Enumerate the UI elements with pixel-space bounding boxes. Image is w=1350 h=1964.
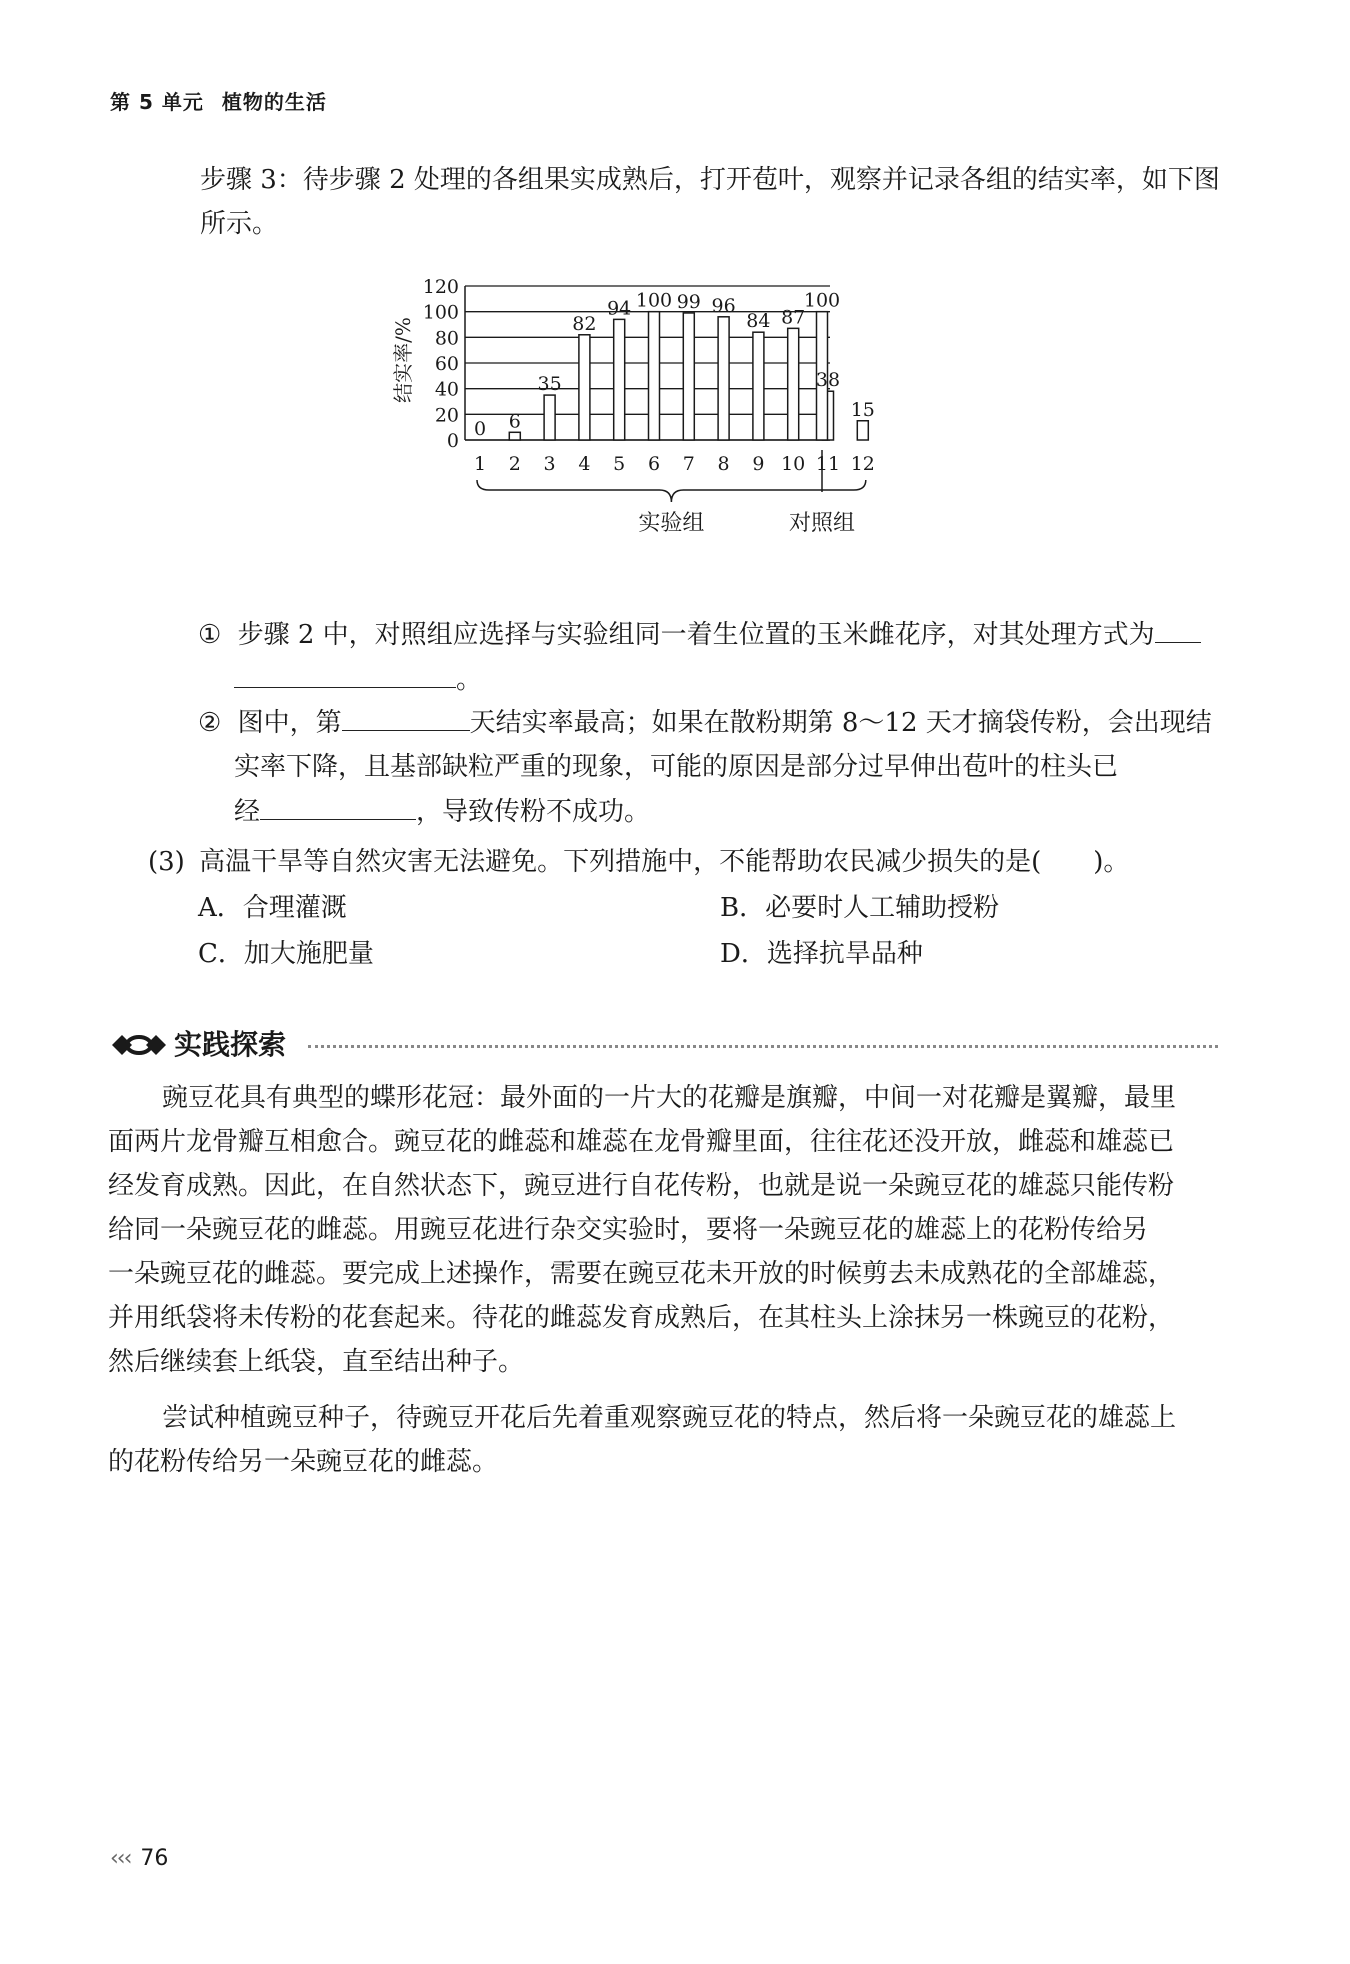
practice-line: 豌豆花具有典型的蝶形花冠：最外面的一片大的花瓣是旗瓣，中间一对花瓣是翼瓣，最里 [162, 1083, 1177, 1113]
q2-text-d: 经 [234, 797, 261, 827]
value-label: 35 [537, 373, 562, 396]
x-tick-label: 10 [781, 453, 806, 475]
chevron-left-icon: ‹‹‹ [110, 1846, 131, 1871]
fruiting-rate-chart [380, 270, 1040, 600]
bar [683, 313, 694, 440]
y-tick-label: 120 [422, 276, 459, 298]
page-footer [110, 1846, 168, 1871]
y-tick-label: 20 [434, 404, 459, 427]
value-label: 96 [711, 294, 736, 317]
y-tick-label: 100 [422, 301, 459, 324]
bar [753, 332, 764, 440]
x-tick-label: 2 [508, 453, 521, 475]
option-a-text: 合理灌溉 [242, 893, 347, 923]
option-a-key: A． [198, 893, 243, 923]
option-c[interactable] [198, 932, 374, 976]
q1-answer-blank-1[interactable] [1155, 612, 1201, 643]
bar [579, 335, 590, 440]
q1-text: 步骤 2 中，对照组应选择与实验组同一着生位置的玉米雌花序，对其处理方式为 [237, 620, 1155, 650]
value-label: 99 [676, 290, 701, 313]
bar [788, 328, 799, 440]
step3-text [200, 158, 1230, 246]
question-3 [148, 840, 1228, 884]
q2-number: ② [198, 708, 222, 738]
option-b-key: B． [720, 893, 766, 923]
value-label: 84 [746, 310, 771, 333]
experimental-group-label: 实验组 [638, 511, 705, 536]
value-label: 6 [508, 410, 521, 433]
q1-end: 。 [456, 665, 483, 695]
q2-text-e: ，导致传粉不成功。 [416, 797, 651, 827]
question-1 [198, 612, 1228, 702]
step3-line1: 步骤 3：待步骤 2 处理的各组果实成熟后，打开苞叶，观察并记录各组的结实率，如下图 [200, 165, 1220, 195]
x-tick-label: 1 [473, 453, 487, 475]
x-tick-label: 11 [815, 453, 841, 475]
task-line: 的花粉传给另一朵豌豆花的雌蕊。 [108, 1447, 499, 1477]
bar [509, 432, 520, 440]
section-header [108, 1027, 1218, 1063]
y-tick-label: 80 [434, 327, 459, 350]
q3-text: 高温干旱等自然灾害无法避免。下列措施中，不能帮助农民减少损失的是( [199, 847, 1042, 877]
control-group-label: 对照组 [788, 511, 856, 536]
x-tick-label: 4 [578, 453, 591, 475]
practice-line: 一朵豌豆花的雌蕊。要完成上述操作，需要在豌豆花未开放的时候剪去未成熟花的全部雄蕊， [108, 1259, 1175, 1289]
q1-answer-blank-2[interactable] [234, 657, 456, 688]
practice-line: 并用纸袋将未传粉的花套起来。待花的雌蕊发育成熟后，在其柱头上涂抹另一株豌豆的花粉， [108, 1303, 1175, 1333]
bar [718, 317, 729, 440]
section-ornament-icon [108, 1027, 170, 1063]
x-tick-label: 12 [850, 453, 875, 475]
x-tick-label: 3 [543, 453, 556, 475]
practice-line: 给同一朵豌豆花的雌蕊。用豌豆花进行杂交实验时，要将一朵豌豆花的雄蕊上的花粉传给另 [108, 1215, 1149, 1245]
q3-end: )。 [1093, 847, 1130, 877]
practice-task [108, 1396, 1228, 1484]
unit-label: 第 5 单元 [110, 90, 204, 114]
practice-paragraph [108, 1076, 1228, 1384]
unit-title: 植物的生活 [221, 90, 327, 114]
option-d[interactable] [720, 932, 923, 976]
x-tick-label: 6 [647, 453, 661, 475]
option-c-key: C． [198, 939, 244, 969]
q2-answer-blank-2[interactable] [260, 789, 416, 820]
q2-text-b: 天结实率最高；如果在散粉期第 8～12 天才摘袋传粉，会出现结 [469, 708, 1212, 738]
value-label: 94 [607, 297, 632, 320]
page-header [110, 86, 327, 115]
bar [614, 319, 625, 440]
option-b[interactable] [720, 886, 999, 930]
experimental-brace [477, 480, 866, 502]
practice-line: 面两片龙骨瓣互相愈合。豌豆花的雌蕊和雄蕊在龙骨瓣里面，往往花还没开放，雌蕊和雄蕊已 [108, 1127, 1175, 1157]
q2-answer-blank-1[interactable] [342, 700, 470, 731]
step3-line2: 所示。 [200, 209, 279, 239]
practice-line: 然后继续套上纸袋，直至结出种子。 [108, 1347, 525, 1377]
section-title: 实践探索 [174, 1028, 287, 1061]
option-d-text: 选择抗旱品种 [766, 939, 923, 969]
bar [544, 395, 555, 440]
q2-text-a: 图中，第 [237, 708, 342, 738]
option-d-key: D． [720, 939, 767, 969]
value-label: 38 [815, 369, 841, 392]
value-label: 100 [803, 289, 841, 312]
option-a[interactable] [198, 886, 347, 930]
section-divider [308, 1045, 1218, 1048]
x-tick-label: 8 [717, 453, 730, 475]
y-axis-label: 结实率/% [391, 317, 415, 403]
x-tick-label: 9 [752, 453, 765, 475]
y-tick-label: 0 [446, 430, 459, 452]
q3-number: (3) [148, 847, 185, 877]
value-label: 82 [572, 312, 597, 335]
bars [509, 312, 868, 440]
y-ticks [423, 276, 459, 452]
value-label: 87 [781, 306, 806, 329]
x-tick-label: 7 [682, 453, 695, 475]
q2-text-c: 实率下降，且基部缺粒严重的现象，可能的原因是部分过早伸出苞叶的柱头已 [234, 752, 1119, 782]
bar [649, 312, 660, 440]
question-2 [198, 700, 1228, 834]
y-tick-label: 40 [434, 378, 459, 401]
practice-line: 经发育成熟。因此，在自然状态下，豌豆进行自花传粉，也就是说一朵豌豆花的雄蕊只能传粉 [108, 1171, 1175, 1201]
q1-number: ① [198, 620, 222, 650]
value-label: 100 [635, 289, 673, 312]
option-b-text: 必要时人工辅助授粉 [765, 893, 1000, 923]
option-c-text: 加大施肥量 [243, 939, 374, 969]
x-tick-label: 5 [613, 453, 626, 475]
y-tick-label: 60 [434, 353, 459, 375]
value-label: 15 [850, 398, 875, 421]
value-label: 0 [473, 418, 487, 440]
bar [857, 421, 868, 440]
page-number: 76 [140, 1846, 169, 1871]
task-line: 尝试种植豌豆种子，待豌豆开花后先着重观察豌豆花的特点，然后将一朵豌豆花的雄蕊上 [162, 1403, 1177, 1433]
x-ticks [474, 453, 875, 475]
